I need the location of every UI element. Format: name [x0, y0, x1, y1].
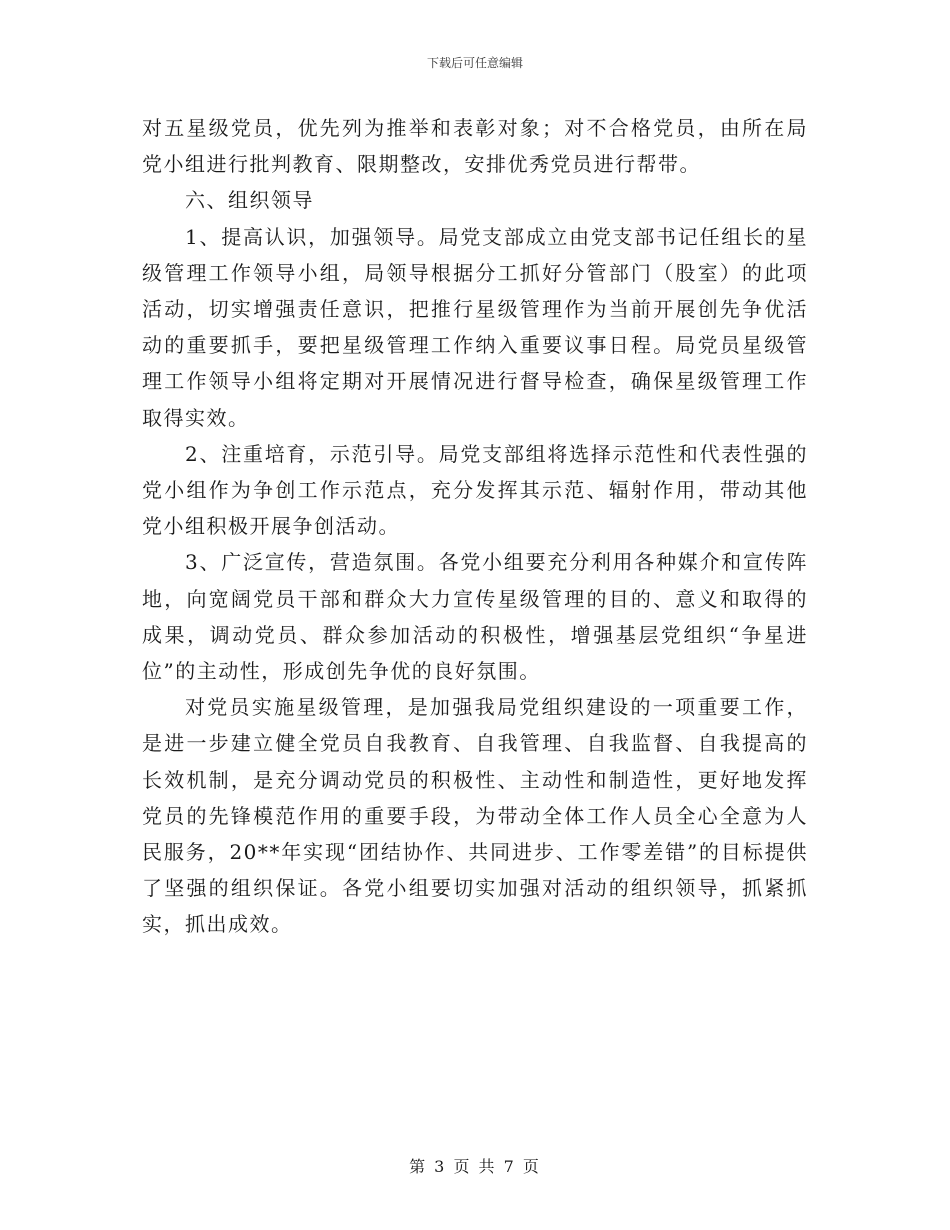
- paragraph-item-1: 1、提高认识，加强领导。局党支部成立由党支部书记任组长的星级管理工作领导小组，局领导根据分工抓好分管部门（股室）的此项活动，切实增强责任意识，把推行星级管理作为当前开展创先争优活动的重要抓手，要把星级管理工作纳入重要议事日程。局党员星级管理工作领导小组将定期对开展情况进行督导检查，确保星级管理工作取得实效。: [142, 224, 808, 430]
- paragraph-conclusion: 对党员实施星级管理，是加强我局党组织建设的一项重要工作，是进一步建立健全党员自我教育、自我管理、自我监督、自我提高的长效机制，是充分调动党员的积极性、主动性和制造性，更好地发挥党员的先锋模范作用的重要手段，为带动全体工作人员全心全意为人民服务，20**年实现“团结协作、共同进步、工作零差错”的目标提供了坚强的组织保证。各党小组要切实加强对活动的组织领导，抓紧抓实，抓出成效。: [142, 695, 808, 937]
- paragraph-item-2: 2、注重培育，示范引导。局党支部组将选择示范性和代表性强的党小组作为争创工作示范点，充分发挥其示范、辐射作用，带动其他党小组积极开展争创活动。: [142, 441, 808, 539]
- section-heading-organization-leadership: 六、组织领导: [185, 188, 314, 213]
- page-number-footer: 第 3 页 共 7 页: [409, 1157, 541, 1176]
- paragraph-1: 对五星级党员，优先列为推举和表彰对象；对不合格党员，由所在局党小组进行批判教育、限期整改，安排优秀党员进行帮带。: [142, 116, 808, 177]
- page-header-note: 下载后可任意编辑: [426, 56, 523, 70]
- document-body: [142, 110, 808, 943]
- paragraph-item-3: 3、广泛宣传，营造氛围。各党小组要充分利用各种媒介和宣传阵地，向宽阔党员干部和群众大力宣传星级管理的目的、意义和取得的成果，调动党员、群众参加活动的积极性，增强基层党组织“争星进位”的主动性，形成创先争优的良好氛围。: [142, 550, 808, 684]
